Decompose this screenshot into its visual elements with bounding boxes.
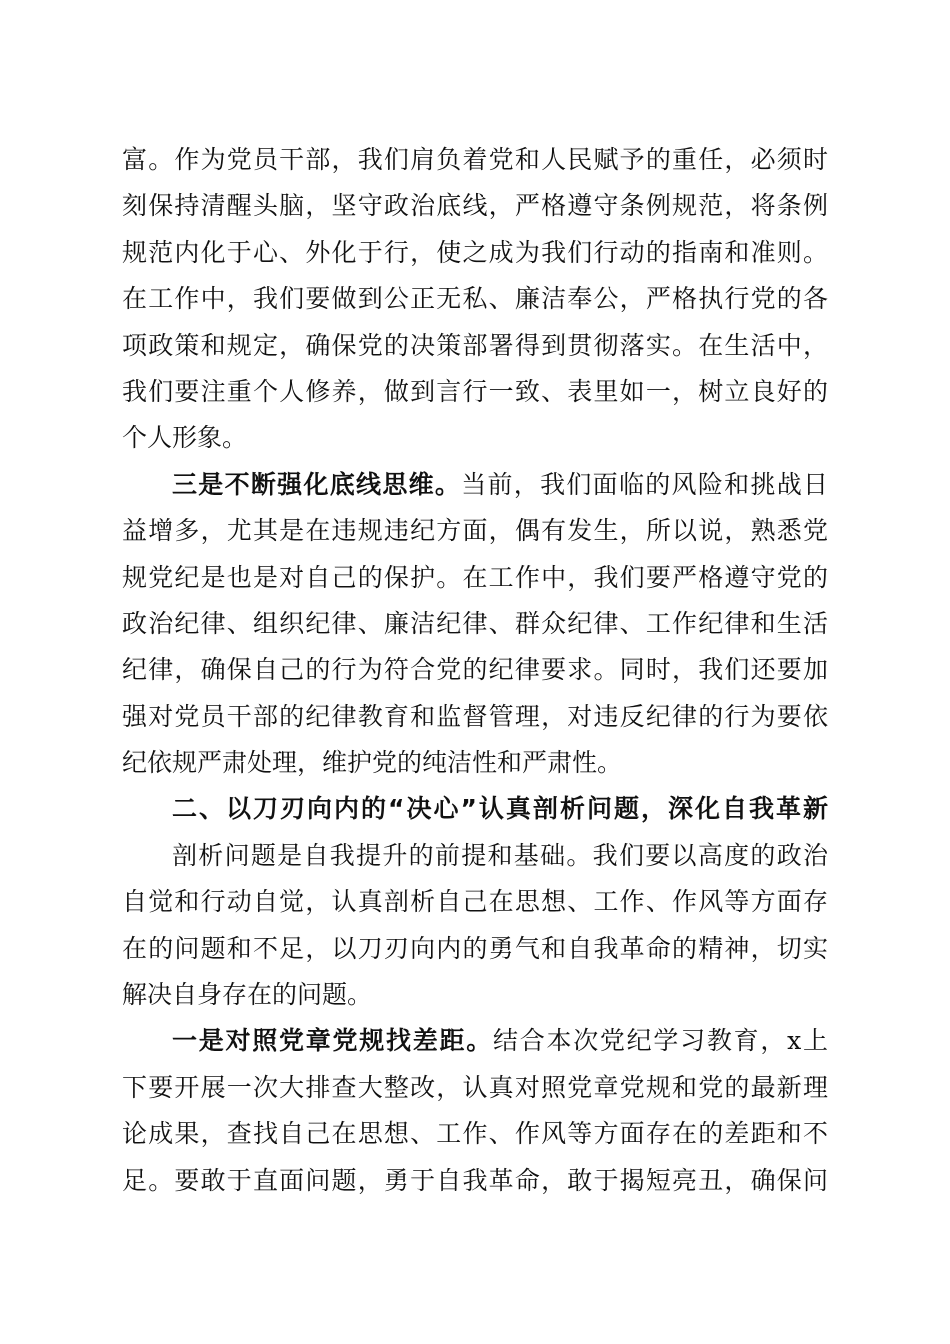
paragraph-lead: 三是不断强化底线思维。 (172, 469, 462, 499)
heading-text: 二、以刀刃向内的“决心”认真剖析问题，深化自我革新 (172, 794, 828, 824)
paragraph-lead: 一是对照党章党规找差距。 (172, 1026, 493, 1056)
paragraph-1 (122, 137, 828, 462)
text-line: 强对党员干部的纪律教育和监督管理，对违反纪律的行为要依 (122, 701, 828, 731)
text-line: 足。要敢于直面问题，勇于自我革命，敢于揭短亮丑，确保问 (122, 1165, 828, 1195)
text-line: 论成果，查找自己在思想、工作、作风等方面存在的差距和不 (122, 1119, 828, 1149)
text-line-first (122, 1018, 828, 1064)
text-run: 结合本次党纪学习教育，x上 (492, 1026, 828, 1056)
text-line: 纪律，确保自己的行为符合党的纪律要求。同时，我们还要加 (122, 655, 828, 685)
text-line: 解决自身存在的问题。 (122, 980, 373, 1010)
text-line: 我们要注重个人修养，做到言行一致、表里如一，树立良好的 (122, 376, 828, 406)
text-line: 下要开展一次大排查大整改，认真对照党章党规和党的最新理 (122, 1072, 828, 1102)
text-line: 益增多，尤其是在违规违纪方面，偶有发生，所以说，熟悉党 (122, 516, 828, 546)
text-line: 在的问题和不足，以刀刃向内的勇气和自我革命的精神，切实 (122, 933, 828, 963)
text-line: 项政策和规定，确保党的决策部署得到贯彻落实。在生活中， (122, 330, 828, 360)
paragraph-3 (122, 833, 828, 1019)
text-line-first (122, 462, 828, 508)
paragraph-4 (122, 1018, 828, 1204)
text-line: 剖析问题是自我提升的前提和基础。我们要以高度的政治 (172, 840, 828, 870)
paragraph-2 (122, 462, 828, 787)
text-line: 规范内化于心、外化于行，使之成为我们行动的指南和准则。 (122, 237, 828, 267)
section-heading (122, 786, 828, 832)
text-line: 政治纪律、组织纪律、廉洁纪律、群众纪律、工作纪律和生活 (122, 608, 828, 638)
text-line: 富。作为党员干部，我们肩负着党和人民赋予的重任，必须时 (122, 145, 828, 174)
text-run: 当前，我们面临的风险和挑战日 (461, 469, 828, 499)
text-line: 自觉和行动自觉，认真剖析自己在思想、工作、作风等方面存 (122, 887, 828, 917)
text-line: 规党纪是也是对自己的保护。在工作中，我们要严格遵守党的 (122, 562, 828, 592)
document-page (122, 137, 828, 1204)
text-line: 个人形象。 (122, 423, 248, 453)
text-line: 纪依规严肃处理，维护党的纯洁性和严肃性。 (122, 748, 623, 778)
text-line: 在工作中，我们要做到公正无私、廉洁奉公，严格执行党的各 (122, 284, 828, 314)
text-line: 刻保持清醒头脑，坚守政治底线，严格遵守条例规范，将条例 (122, 191, 828, 221)
